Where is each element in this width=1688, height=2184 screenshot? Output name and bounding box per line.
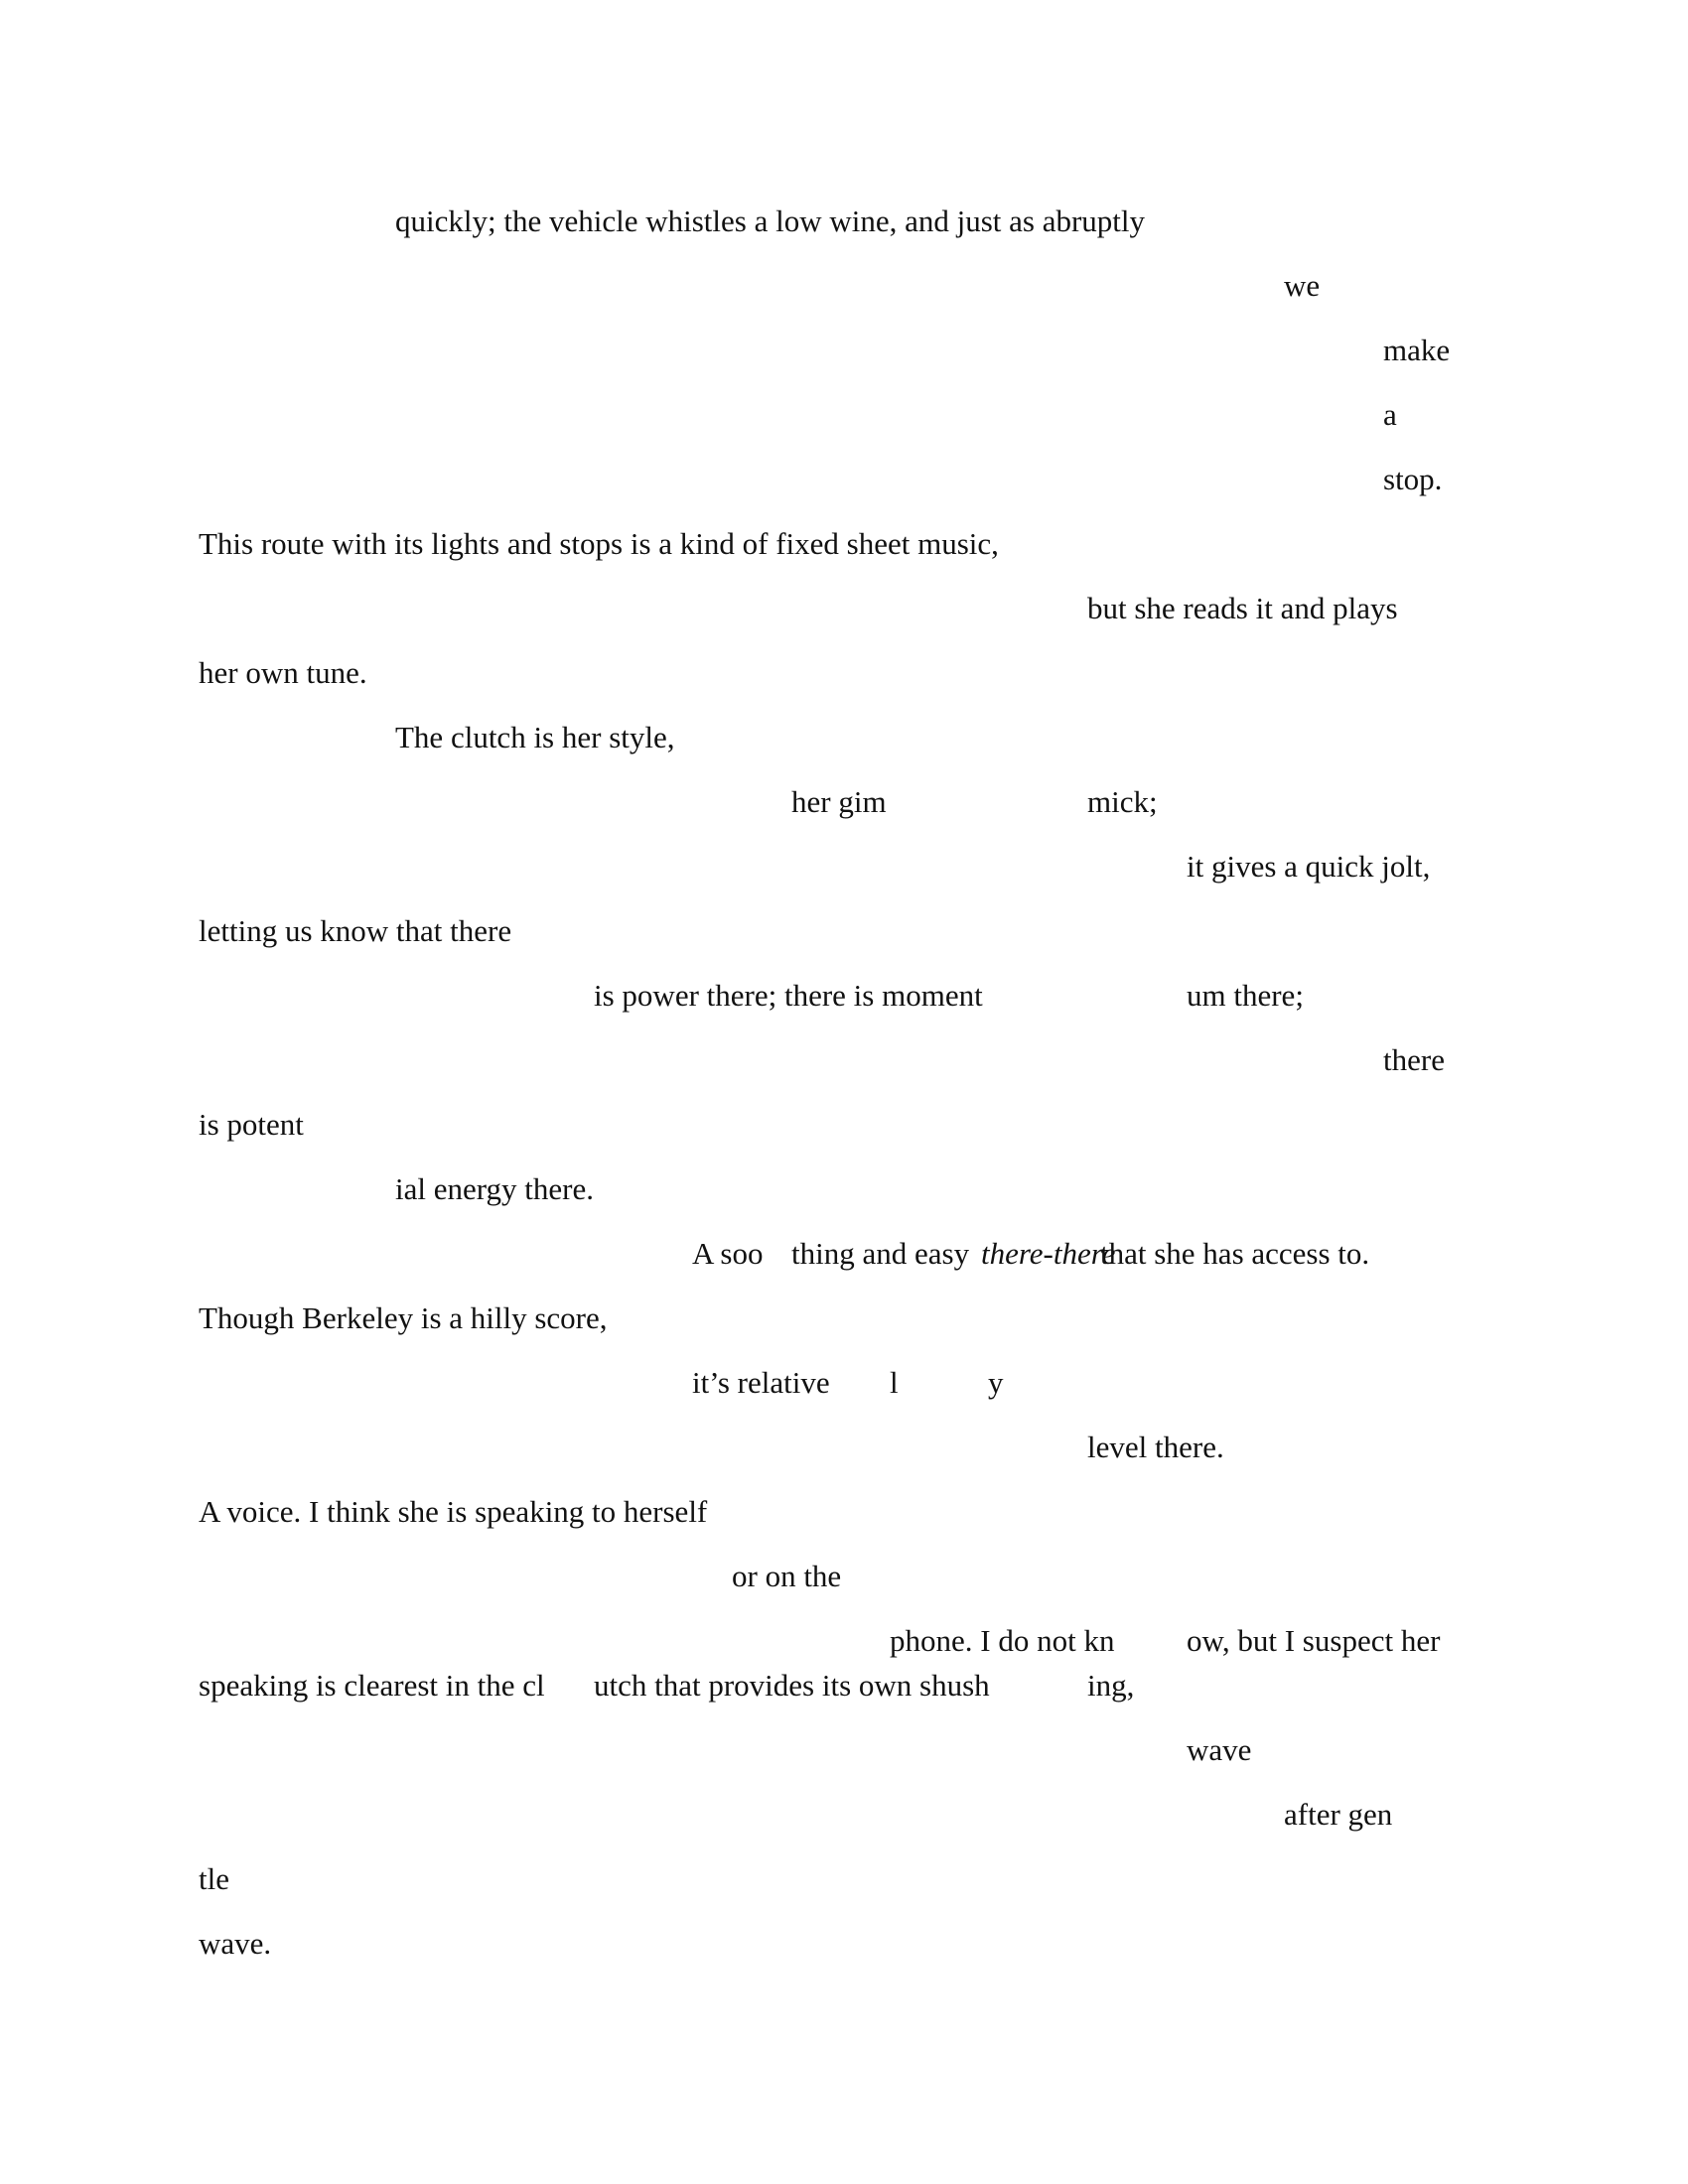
poem-line: after gen — [1284, 1797, 1393, 1832]
poem-fragment: um there; — [1187, 978, 1304, 1013]
poem-line: her own tune. — [199, 655, 367, 690]
poem-fragment: A soo — [692, 1236, 764, 1271]
poem-fragment: ow, but I suspect her — [1187, 1623, 1441, 1658]
poem-fragment: ing, — [1087, 1668, 1135, 1703]
poem-line: This route with its lights and stops is a kind of fixed sheet music, — [199, 526, 999, 561]
poem-line: level there. — [1087, 1430, 1224, 1464]
poem-line: Though Berkeley is a hilly score, — [199, 1300, 608, 1335]
poem-fragment: y — [988, 1365, 1004, 1400]
poem-fragment: phone. I do not kn — [890, 1623, 1115, 1658]
poem-fragment: utch that provides its own shush — [594, 1668, 990, 1703]
poem-line: letting us know that there — [199, 913, 512, 948]
poem-line: or on the — [732, 1559, 842, 1593]
poem-line: is potent — [199, 1107, 304, 1142]
poem-fragment: her gim — [791, 784, 887, 819]
poem-line: The clutch is her style, — [395, 720, 675, 754]
poem-line: there — [1383, 1042, 1445, 1077]
poem-fragment: thing and easy — [791, 1236, 970, 1271]
poem-line: it gives a quick jolt, — [1187, 849, 1431, 884]
poem-line: make — [1383, 333, 1451, 367]
poem-line: but she reads it and plays — [1087, 591, 1398, 625]
poem-line: A voice. I think she is speaking to herself — [199, 1494, 708, 1529]
poem-line: quickly; the vehicle whistles a low wine, and just as abruptly — [395, 204, 1146, 238]
poem-line: wave — [1187, 1732, 1252, 1767]
poem-fragment: it’s relative — [692, 1365, 830, 1400]
poem-line: a — [1383, 397, 1397, 432]
poem-fragment: mick; — [1087, 784, 1158, 819]
poem-line: tle — [199, 1861, 229, 1896]
poem-line: wave. — [199, 1926, 272, 1961]
poem-line: ial energy there. — [395, 1171, 594, 1206]
poem-fragment: that she has access to. — [1100, 1236, 1370, 1271]
poem-fragment: l — [890, 1365, 899, 1400]
poem-line: stop. — [1383, 462, 1443, 496]
poem-fragment: is power there; there is moment — [594, 978, 983, 1013]
poem-fragment: speaking is clearest in the cl — [199, 1668, 545, 1703]
poem-line: we — [1284, 268, 1321, 303]
poem-fragment-italic: there-there — [981, 1236, 1116, 1271]
